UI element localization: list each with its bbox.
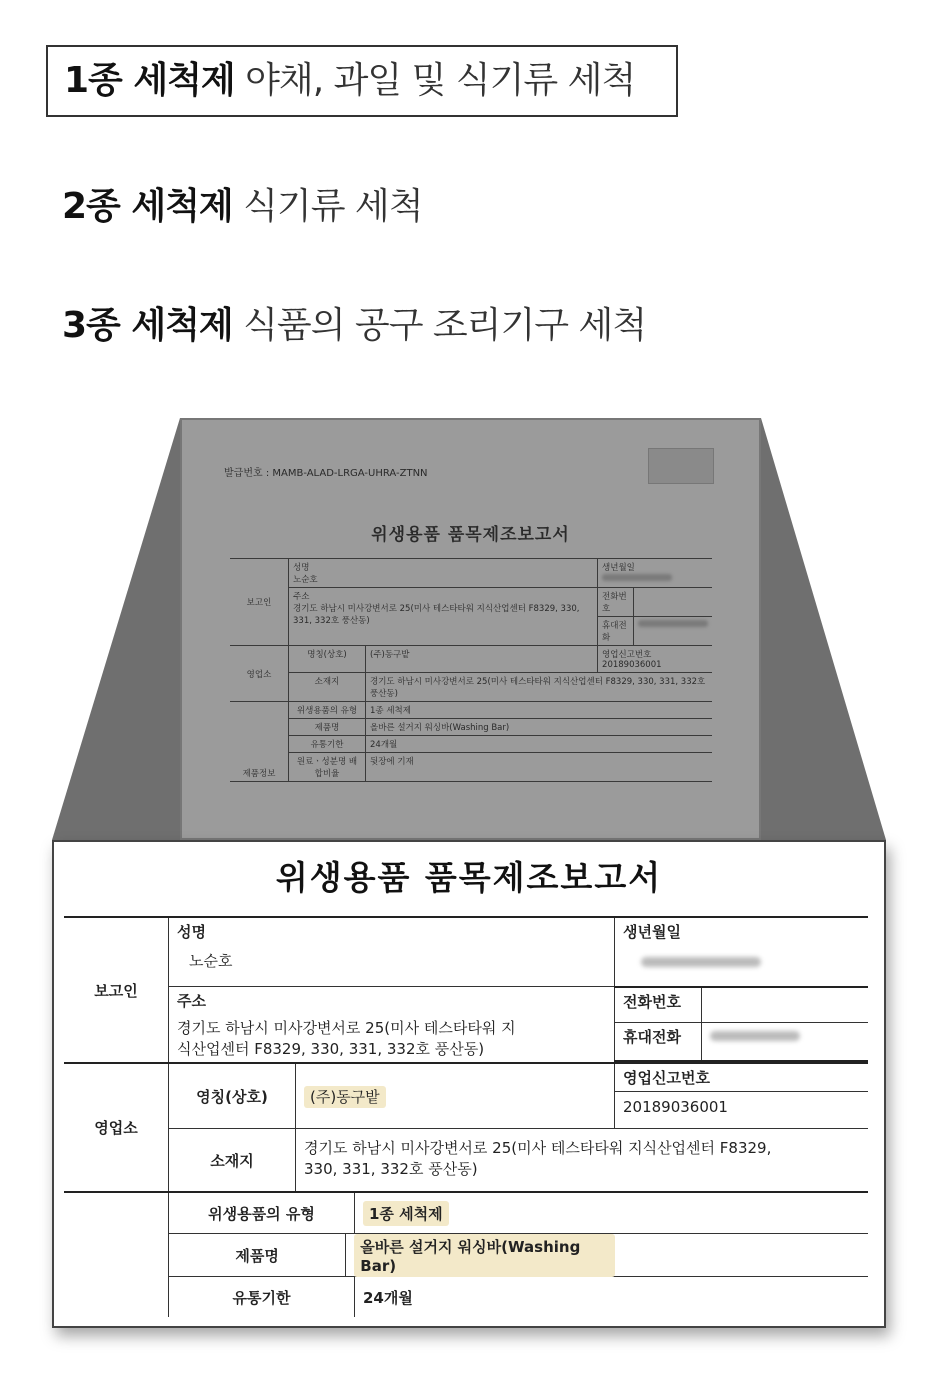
product-value-cell xyxy=(345,1234,614,1276)
name-value: 노순호 xyxy=(189,952,233,970)
scan-reporter-label: 보고인 xyxy=(230,559,289,646)
scan-address-cell xyxy=(289,588,598,646)
office-label: 영업소 xyxy=(64,1063,169,1192)
scan-location: 경기도 하남시 미사강변서로 25(미사 테스타타워 지식산업센터 F8329, 330, 331, 332호 풍산동) xyxy=(366,673,713,702)
address-line-1: 경기도 하남시 미사강변서로 25(미사 테스타타워 지 xyxy=(177,1019,516,1037)
birth-cell xyxy=(615,917,869,987)
product-label: 제품명 xyxy=(235,1246,279,1265)
location-line-1: 경기도 하남시 미사강변서로 25(미사 테스타타워 지식산업센터 F8329, xyxy=(304,1139,772,1157)
product-info-column xyxy=(64,1192,169,1317)
type-value: 1종 세척제 xyxy=(363,1201,449,1226)
company-value: (주)동구밭 xyxy=(304,1086,386,1108)
scan-company: (주)동구밭 xyxy=(366,646,598,673)
scan-birth-label: 생년월일 xyxy=(602,563,635,573)
scan-ingredient: 뒷장에 기재 xyxy=(366,753,713,782)
scan-table xyxy=(230,558,712,782)
mobile-value xyxy=(702,1023,869,1061)
phone-value xyxy=(702,987,869,1023)
address-label: 주소 xyxy=(177,992,206,1010)
scan-title: 위생용품 품목제조보고서 xyxy=(371,525,570,545)
scan-license-label: 영업신고번호 xyxy=(602,650,652,660)
location-label: 소재지 xyxy=(169,1129,296,1193)
scan-ingredient-label: 원료ㆍ성분명 배합비율 xyxy=(289,753,366,782)
scan-type-label: 위생용품의 유형 xyxy=(289,702,366,719)
scan-name-label: 성명 xyxy=(293,563,310,573)
zoomed-title: 위생용품 품목제조보고서 xyxy=(275,858,663,897)
scan-name: 노순호 xyxy=(293,575,318,585)
location-cell xyxy=(296,1129,869,1193)
company-cell xyxy=(296,1063,615,1129)
scan-office-label: 영업소 xyxy=(230,646,289,702)
category-3-name: 3종 세척제 xyxy=(62,305,233,346)
product-value: 올바른 설거지 워싱바(Washing Bar) xyxy=(354,1234,614,1277)
scan-address: 경기도 하남시 미사강변서로 25(미사 테스타타워 지식산업센터 F8329, 330, 331, 332호 풍산동) xyxy=(293,604,580,626)
category-1-desc: 야채, 과일 및 식기류 세척 xyxy=(245,60,636,101)
company-label: 영칭(상호) xyxy=(169,1063,296,1129)
expiry-row xyxy=(169,1277,615,1318)
name-cell xyxy=(169,917,615,987)
scan-birth-cell xyxy=(598,559,712,588)
scan-location-label: 소재지 xyxy=(289,673,366,702)
location-line-2: 330, 331, 332호 풍산동) xyxy=(304,1160,478,1178)
scan-expiry: 24개월 xyxy=(366,736,713,753)
scan-product-info-label: 제품정보 xyxy=(230,702,289,782)
license-cell xyxy=(615,1063,869,1129)
type-label: 위생용품의 유형 xyxy=(208,1204,315,1223)
scan-phone-label: 전화번호 xyxy=(598,588,634,617)
scan-name-cell xyxy=(289,559,598,588)
mobile-blur xyxy=(710,1031,800,1041)
expiry-value: 24개월 xyxy=(354,1277,413,1317)
phone-label: 전화번호 xyxy=(615,987,702,1023)
category-3-desc: 식품의 공구 조리기구 세척 xyxy=(243,305,647,346)
birth-label: 생년월일 xyxy=(623,923,681,941)
scan-product: 올바른 설거지 워싱바(Washing Bar) xyxy=(366,719,713,736)
scan-address-label: 주소 xyxy=(293,592,310,602)
category-1-name: 1종 세척제 xyxy=(64,60,235,101)
reporter-label: 보고인 xyxy=(64,917,169,1063)
type-value-cell xyxy=(354,1193,449,1233)
name-label: 성명 xyxy=(177,923,206,941)
seal-stamp xyxy=(648,448,714,484)
scan-birth-blur xyxy=(602,574,672,581)
scan-expiry-label: 유통기한 xyxy=(289,736,366,753)
category-2-name: 2종 세척제 xyxy=(62,186,233,227)
address-cell xyxy=(169,987,615,1064)
product-row xyxy=(169,1234,615,1277)
issue-number: 발급번호 : MAMB-ALAD-LRGA-UHRA-ZTNN xyxy=(224,468,428,479)
scan-company-label: 명칭(상호) xyxy=(289,646,366,673)
type-row xyxy=(169,1192,615,1234)
scan-license-no: 20189036001 xyxy=(602,660,662,670)
scan-product-label: 제품명 xyxy=(289,719,366,736)
scan-license-cell xyxy=(598,646,712,673)
scan-mobile-blur xyxy=(638,620,708,627)
mobile-label: 휴대전화 xyxy=(615,1023,702,1061)
category-2-desc: 식기류 세척 xyxy=(243,186,423,227)
scan-type: 1종 세척제 xyxy=(366,702,713,719)
scanned-report xyxy=(180,418,761,840)
license-label: 영업신고번호 xyxy=(615,1064,868,1092)
license-no: 20189036001 xyxy=(623,1098,728,1116)
scan-mobile-label: 휴대전화 xyxy=(598,617,634,646)
address-line-2: 식산업센터 F8329, 330, 331, 332호 풍산동) xyxy=(177,1040,485,1058)
birth-blur xyxy=(641,957,761,967)
zoomed-report xyxy=(52,840,886,1328)
expiry-label: 유통기한 xyxy=(232,1288,291,1307)
zoomed-table xyxy=(64,916,868,1317)
scan-phone-value xyxy=(633,588,712,617)
scan-mobile-value xyxy=(633,617,712,646)
